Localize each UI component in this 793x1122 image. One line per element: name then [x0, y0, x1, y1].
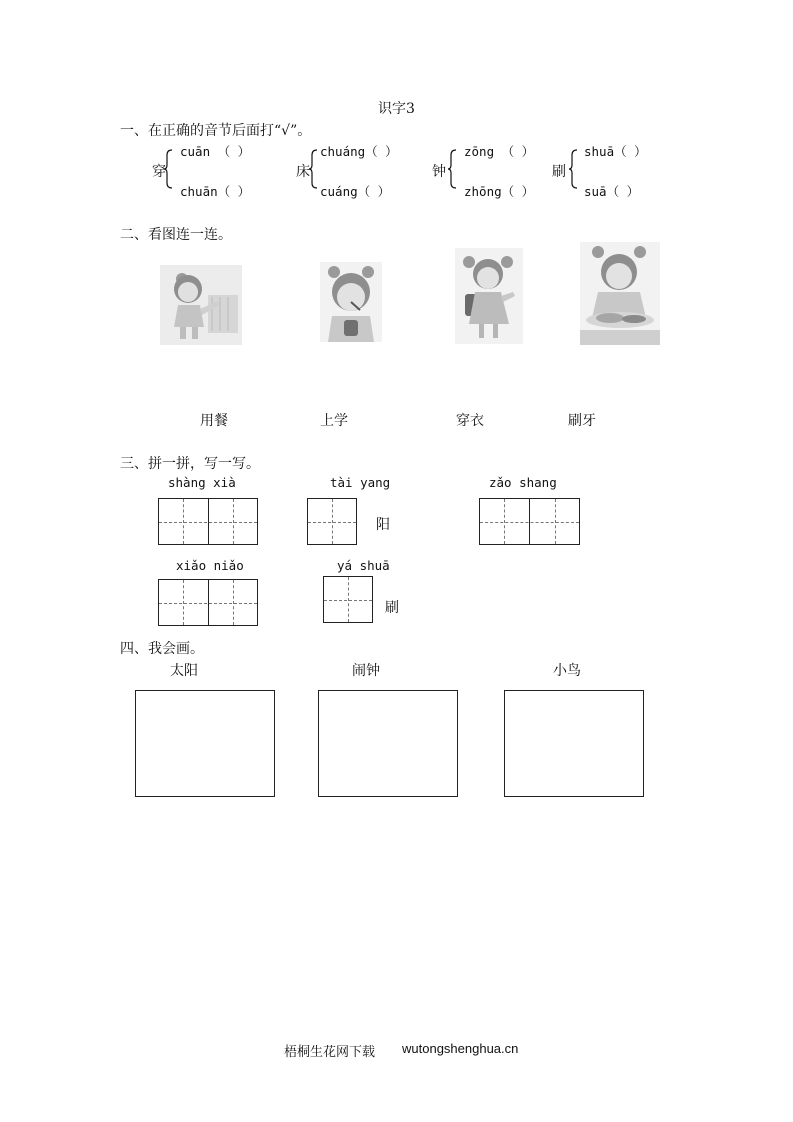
girl-eating-icon — [580, 242, 660, 345]
girl-brushing-icon — [320, 262, 382, 342]
q3-heading: 三、拼一拼，写一写。 — [120, 456, 260, 472]
q2-word[interactable]: 用餐 — [200, 413, 228, 429]
pinyin-label: shàng xià — [168, 475, 236, 490]
brace-icon — [309, 149, 318, 189]
drawing-label: 小鸟 — [553, 663, 581, 679]
q1-char: 穿 — [152, 164, 166, 180]
pinyin-label: yá shuā — [337, 558, 390, 573]
q1-char: 刷 — [552, 164, 566, 180]
given-character: 阳 — [376, 517, 390, 533]
given-character: 刷 — [385, 600, 399, 616]
q1-option[interactable]: zhōng（ ） — [464, 184, 535, 199]
footer-url[interactable]: wutongshenghua.cn — [402, 1041, 519, 1056]
q1-char: 钟 — [432, 164, 446, 180]
drawing-box-alarm-clock[interactable] — [318, 690, 458, 797]
girl-dressing-icon — [160, 265, 242, 345]
brace-icon — [448, 149, 457, 189]
brace-icon — [569, 149, 578, 189]
q1-option[interactable]: shuā（ ） — [584, 144, 647, 159]
pinyin-label: xiǎo niǎo — [176, 558, 244, 573]
drawing-box-sun[interactable] — [135, 690, 275, 797]
q2-word[interactable]: 穿衣 — [456, 413, 484, 429]
girl-school-icon — [455, 248, 523, 344]
q2-heading: 二、看图连一连。 — [120, 227, 232, 243]
q1-option[interactable]: cuáng（ ） — [320, 184, 391, 199]
q1-char: 床 — [296, 164, 310, 180]
q1-option[interactable]: chuáng（ ） — [320, 144, 398, 159]
writing-grid[interactable] — [323, 576, 373, 623]
footer-site-name: 梧桐生花网下载 — [284, 1045, 376, 1060]
q2-word[interactable]: 刷牙 — [568, 413, 596, 429]
q1-option[interactable]: suā（ ） — [584, 184, 640, 199]
drawing-box-bird[interactable] — [504, 690, 644, 797]
q1-option[interactable]: chuān（ ） — [180, 184, 251, 199]
pinyin-label: tài yang — [330, 475, 391, 490]
writing-grid[interactable] — [158, 579, 258, 626]
picture-girl-getting-dressed[interactable] — [160, 265, 242, 345]
q1-heading: 一、在正确的音节后面打“√”。 — [120, 123, 312, 139]
drawing-label: 太阳 — [170, 663, 198, 679]
writing-grid[interactable] — [158, 498, 258, 545]
brace-icon — [164, 149, 173, 189]
pinyin-label: zǎo shang — [489, 475, 557, 490]
picture-girl-eating[interactable] — [580, 242, 660, 345]
picture-girl-brushing-teeth[interactable] — [320, 262, 382, 342]
writing-grid[interactable] — [307, 498, 357, 545]
writing-grid[interactable] — [479, 498, 580, 545]
picture-girl-going-to-school[interactable] — [455, 248, 523, 344]
q2-word[interactable]: 上学 — [320, 413, 348, 429]
q1-option[interactable]: cuān （ ） — [180, 144, 251, 159]
q4-heading: 四、我会画。 — [120, 641, 204, 657]
drawing-label: 闹钟 — [352, 663, 380, 679]
q1-option[interactable]: zōng （ ） — [464, 144, 535, 159]
page-title: 识字3 — [378, 101, 415, 117]
